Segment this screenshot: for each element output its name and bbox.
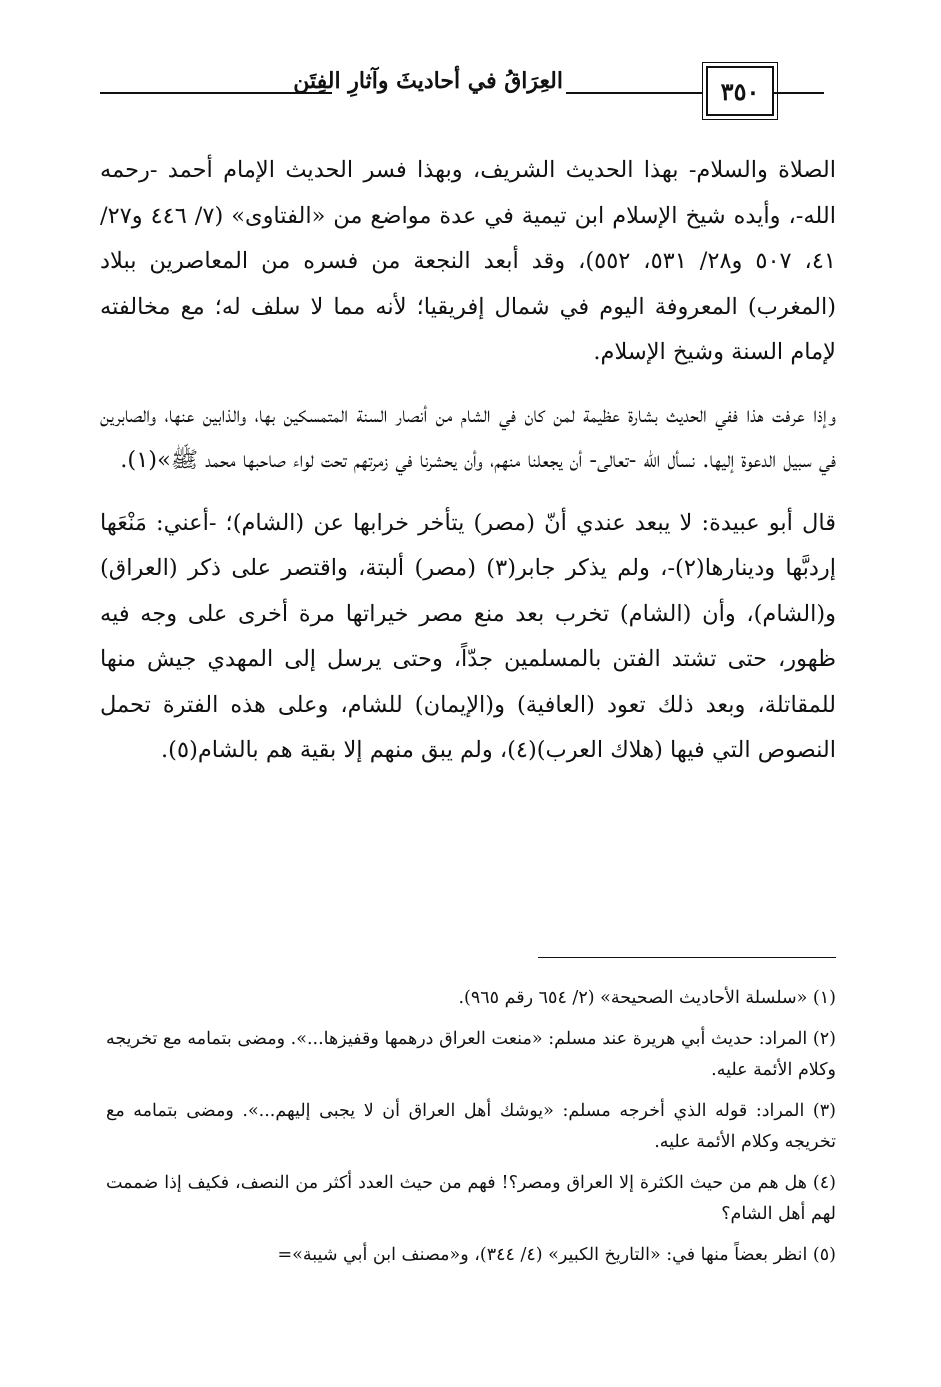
footnote-3: (٣) المراد: قوله الذي أخرجه مسلم: «يوشك أهل العراق أن لا يجبى إليهم...». ومضى بتمامه مع تخريجه وكلام الأئمة عليه.: [106, 1101, 836, 1152]
page-number: ٣٥٠: [706, 66, 774, 116]
header-rule-middle: [566, 92, 706, 94]
paragraph-3: قال أبو عبيدة: لا يبعد عندي أنّ (مصر) يتأخر خرابها عن (الشام)؛ -أعني: مَنْعَها إردبَّها ودينارها(٢)-، ولم يذكر جابر(٣) (مصر) ألبتة، واقتصر على ذكر (العراق) و(الشام)، وأن (الشام) تخرب بعد منع مصر خيراتها مرة أخرى على وجه فيه ظهور، حتى تشتد الفتن بالمسلمين جدّاً، وحتى يرسل إلى المهدي جيش منها للمقاتلة، وبعد ذلك تعود (العافية) و(الإيمان) للشام، وعلى هذه الفترة تحمل النصوص التي فيها (هلاك العرب)(٤)، ولم يبق منهم إلا بقية هم بالشام(٥).: [100, 509, 836, 763]
running-title: العِرَاقُ في أحاديثَ وآثارِ الفِتَن: [293, 68, 563, 94]
footnote-2: (٢) المراد: حديث أبي هريرة عند مسلم: «منعت العراق درهمها وقفيزها...». ومضى بتمامه مع تخريجه وكلام الأئمة عليه.: [106, 1029, 836, 1080]
page-header: [0, 62, 941, 122]
header-rule-right: [772, 92, 824, 94]
paragraph-2: وإذا عرفت هذا ففي الحديث بشارة عظيمة لمن كان في الشام من أنصار السنة المتمسكين بها، والذابين عنها، والصابرين في سبيل الدعوة إليها. نسأل الله -تعالى- أن يجعلنا منهم، وأن يحشرنا في زمرتهم تحت لواء صاحبها محمد ﷺ»(١).: [100, 401, 836, 473]
footnote-4: (٤) هل هم من حيث الكثرة إلا العراق ومصر؟! فهم من حيث العدد أكثر من النصف، فكيف إذا ضممت لهم أهل الشام؟: [106, 1173, 836, 1224]
paragraph-1: الصلاة والسلام- بهذا الحديث الشريف، وبهذا فسر الحديث الإمام أحمد -رحمه الله-، وأيده شيخ الإسلام ابن تيمية في عدة مواضع من «الفتاوى» (٧/ ٤٤٦ و٢٧/ ٤١، ٥٠٧ و٢٨/ ٥٣١، ٥٥٢)، وقد أبعد النجعة من فسره من المعاصرين ببلاد (المغرب) المعروفة اليوم في شمال إفريقيا؛ لأنه مما لا سلف له؛ مع مخالفته لإمام السنة وشيخ الإسلام.: [100, 157, 836, 365]
footnote-separator: [538, 957, 836, 958]
main-text: [100, 148, 836, 774]
footnote-5: (٥) انظر بعضاً منها في: «التاريخ الكبير» (٤/ ٣٤٤)، و«مصنف ابن أبي شيبة»=: [277, 1245, 836, 1265]
footnotes: [106, 983, 836, 1271]
footnote-1: (١) «سلسلة الأحاديث الصحيحة» (٢/ ٦٥٤ رقم ٩٦٥).: [458, 988, 836, 1008]
